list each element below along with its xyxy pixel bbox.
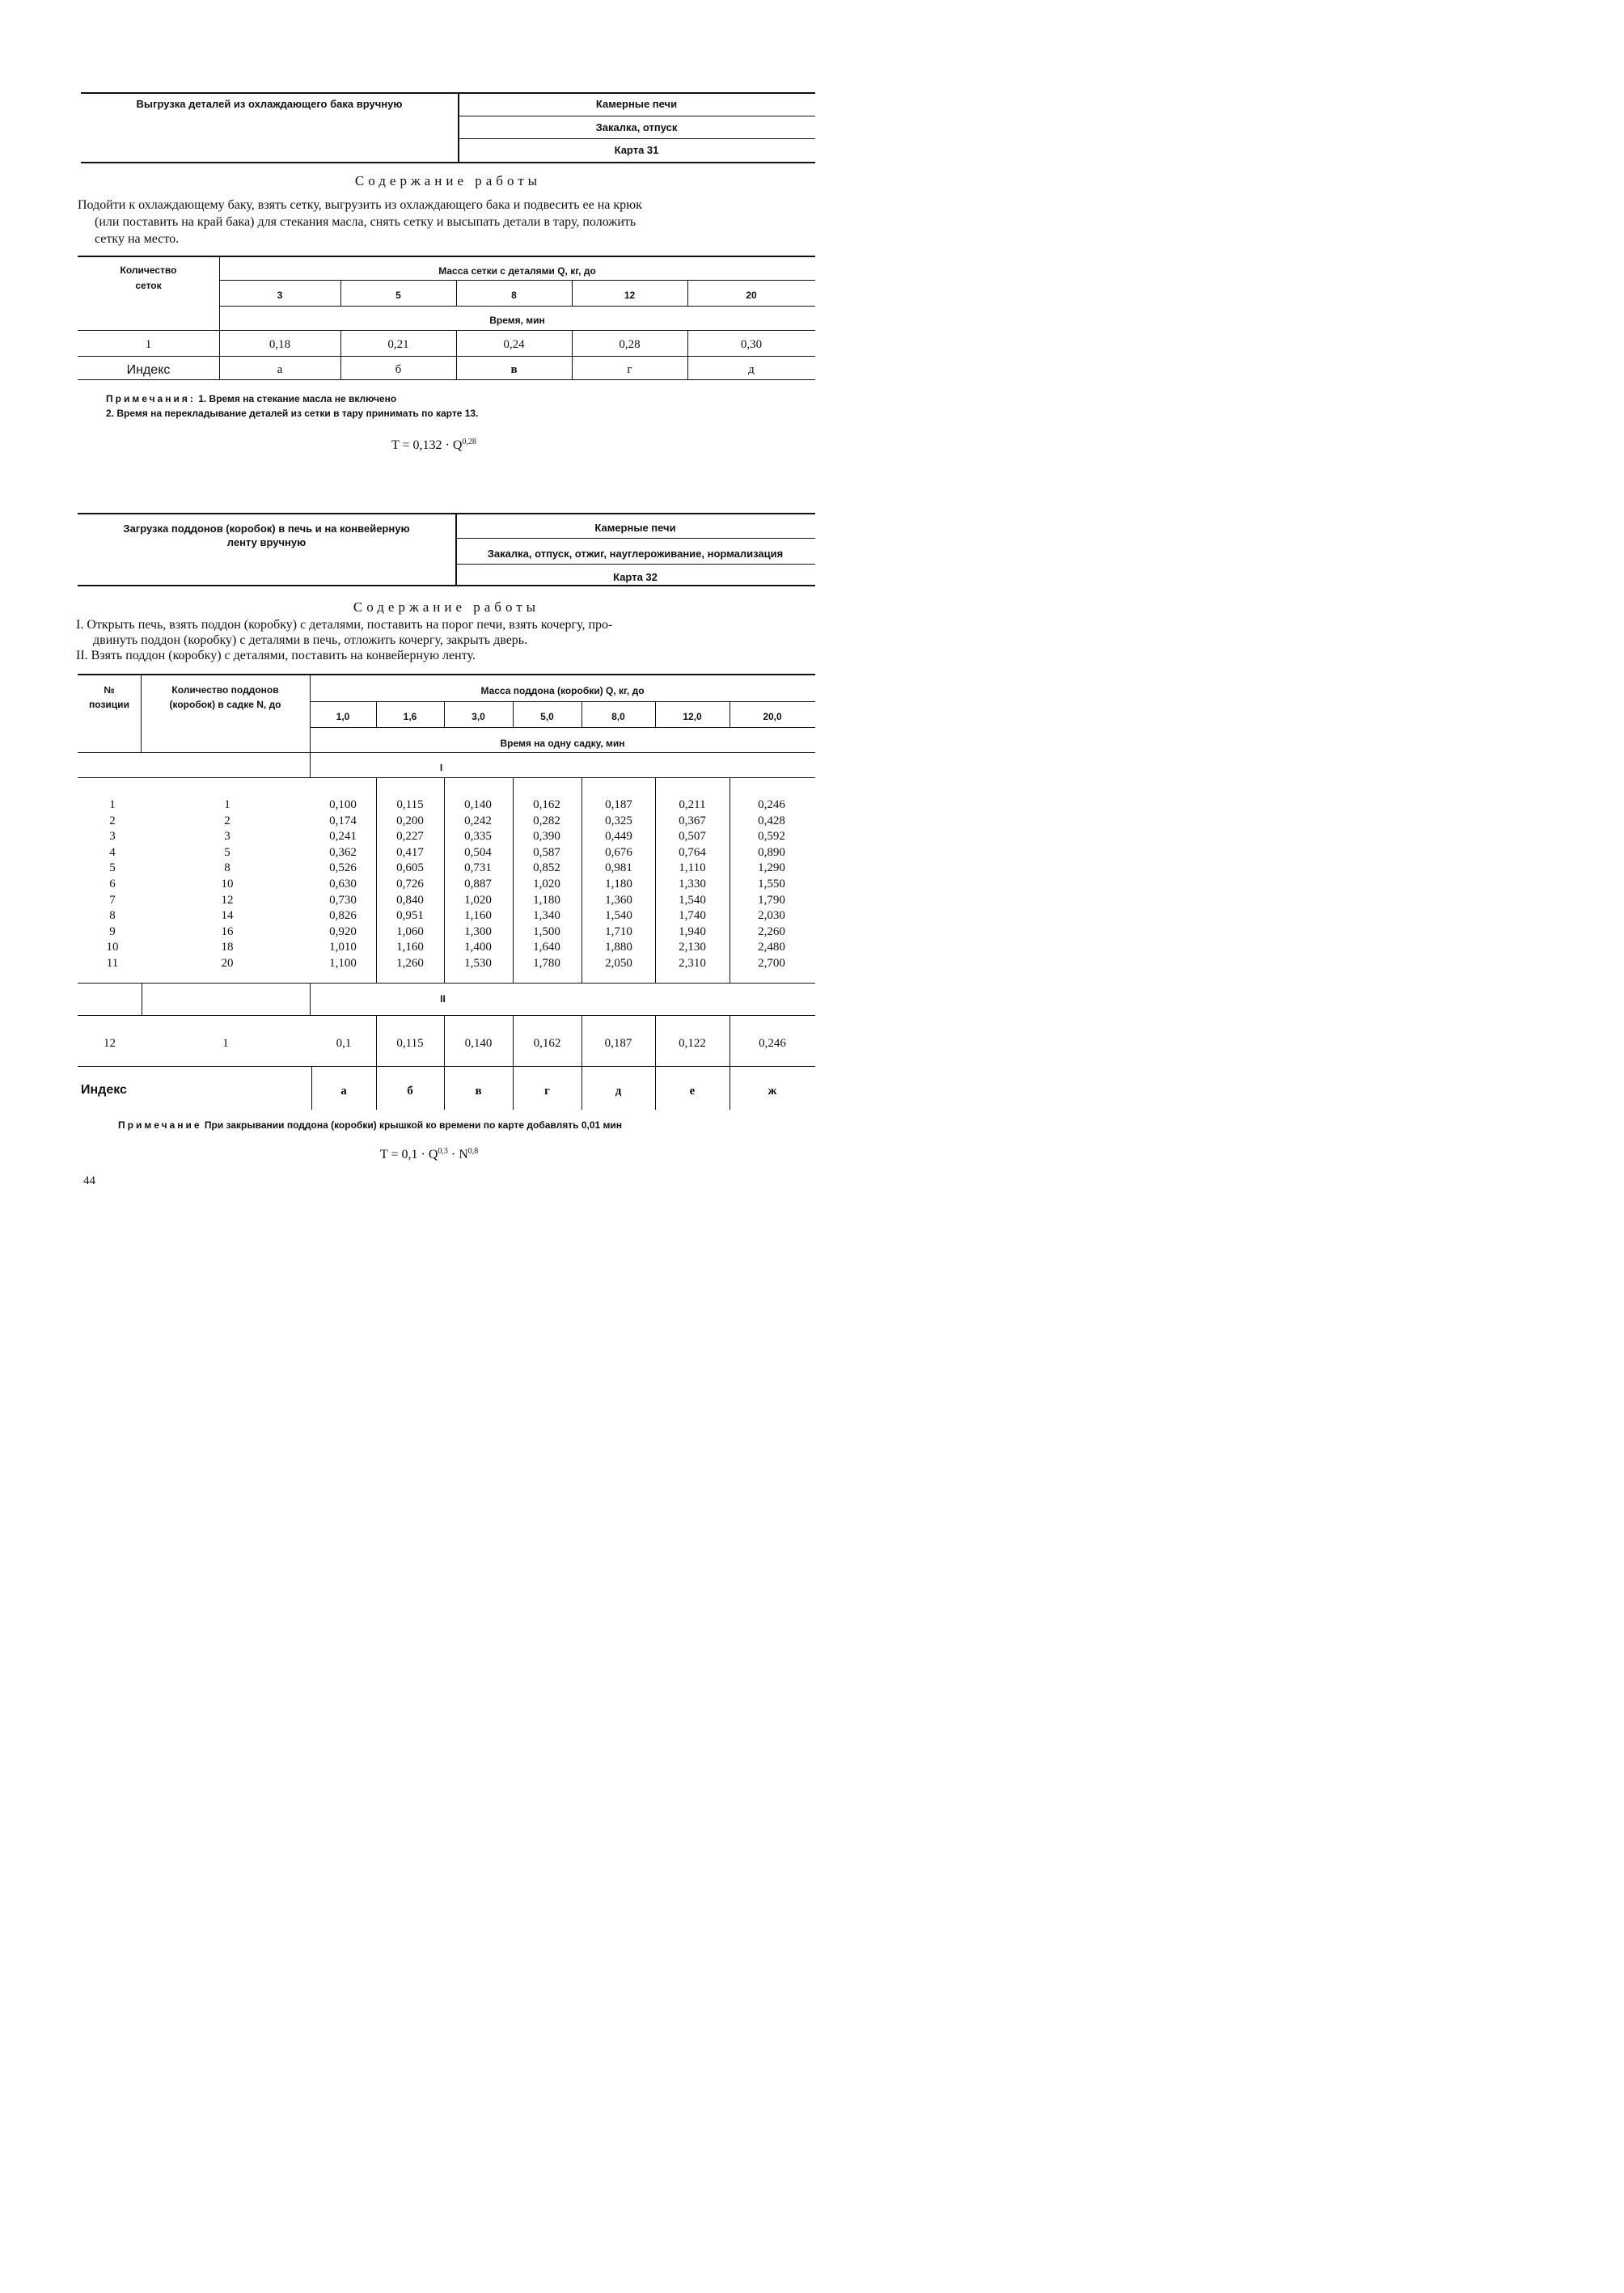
card32-values-column xyxy=(386,797,434,972)
card31-row-count: 1 xyxy=(145,338,152,351)
card32-operation: Загрузка поддонов (коробок) в печь и на конвейерную xyxy=(123,522,410,535)
card32-position-cell: 5 xyxy=(109,861,116,875)
card32-value-cell: 1,640 xyxy=(533,941,560,954)
card32-value-cell: 0,731 xyxy=(464,861,492,875)
card32-positions-column xyxy=(88,797,137,972)
card32-index: ж xyxy=(768,1085,777,1098)
card31-mass-8: 8 xyxy=(511,290,517,301)
card31-card-number: Карта 31 xyxy=(614,144,659,156)
card32-value-cell: 0,162 xyxy=(533,798,560,811)
card32-value-cell: 0,187 xyxy=(605,798,632,811)
card32-formula-exponent: 0,8 xyxy=(467,1147,479,1156)
card32-mass: 3,0 xyxy=(472,711,485,722)
card32-value-cell: 0,367 xyxy=(679,814,706,827)
card31-value: 0,18 xyxy=(269,338,291,351)
card32-value-cell: 0,852 xyxy=(533,861,560,875)
card32-row12-pos: 12 xyxy=(104,1037,116,1050)
card32-index: в xyxy=(475,1085,482,1098)
card32-index: д xyxy=(615,1085,622,1098)
card32-value-cell: 0,507 xyxy=(679,830,706,844)
card32-count-header: (коробок) в садке N, до xyxy=(169,699,281,710)
card32-row12-value: 0,187 xyxy=(604,1037,632,1050)
card32-count-cell: 10 xyxy=(221,877,234,891)
card32-value-cell: 0,630 xyxy=(329,877,357,891)
card32-counts-column xyxy=(203,797,252,972)
card32-value-cell: 1,540 xyxy=(679,893,706,907)
card32-row12-value: 0,162 xyxy=(533,1037,561,1050)
card32-value-cell: 1,180 xyxy=(605,877,632,891)
card32-value-cell: 1,260 xyxy=(396,956,424,970)
card32-index: а xyxy=(340,1085,347,1098)
card32-value-cell: 1,110 xyxy=(679,861,706,875)
card32-formula-exponent: 0,3 xyxy=(438,1147,448,1156)
card32-value-cell: 1,330 xyxy=(679,877,706,891)
card32-value-cell: 0,200 xyxy=(396,814,424,827)
card31-index-label: Индекс xyxy=(126,363,171,377)
card32-process: Закалка, отпуск, отжиг, науглероживание, нормализация xyxy=(487,548,784,560)
card32-note-label: Примечание xyxy=(118,1119,202,1131)
card32-values-column xyxy=(319,797,367,972)
card31-note: 2. Время на перекладывание деталей из сетки в тару принимать по карте 13. xyxy=(106,408,479,419)
card32-value-cell: 1,550 xyxy=(758,877,785,891)
card32-value-cell: 1,340 xyxy=(533,909,560,923)
card32-value-cell: 1,060 xyxy=(396,924,424,938)
card32-mass: 8,0 xyxy=(611,711,625,722)
card32-count-cell: 1 xyxy=(224,798,230,811)
card32-values-column xyxy=(668,797,717,972)
card32-value-cell: 1,180 xyxy=(533,893,560,907)
card32-row12-value: 0,122 xyxy=(679,1037,706,1050)
card32-value-cell: 0,140 xyxy=(464,798,492,811)
card31-index: а xyxy=(277,363,283,376)
card32-value-cell: 0,951 xyxy=(396,909,424,923)
card32-value-cell: 2,480 xyxy=(758,941,785,954)
card32-index: г xyxy=(544,1085,550,1098)
card31-mass-3: 3 xyxy=(277,290,283,301)
card32-value-cell: 0,676 xyxy=(605,845,632,859)
card32-position-cell: 8 xyxy=(109,909,116,923)
card32-value-cell: 1,400 xyxy=(464,941,492,954)
card32-value-cell: 0,428 xyxy=(758,814,785,827)
card32-content-line: двинуть поддон (коробку) с деталями в печь, отложить кочергу, закрыть дверь. xyxy=(93,633,528,647)
card31-equipment: Камерные печи xyxy=(595,98,678,110)
card31-process: Закалка, отпуск xyxy=(595,121,678,133)
card32-value-cell: 1,010 xyxy=(329,941,357,954)
card31-mass-5: 5 xyxy=(395,290,401,301)
card32-value-cell: 1,780 xyxy=(533,956,560,970)
card32-count-cell: 18 xyxy=(221,941,234,954)
card32-value-cell: 0,592 xyxy=(758,830,785,844)
card32-position-cell: 2 xyxy=(109,814,116,827)
card32-value-cell: 0,325 xyxy=(605,814,632,827)
card32-value-cell: 0,605 xyxy=(396,861,424,875)
card32-value-cell: 2,260 xyxy=(758,924,785,938)
card31-content-line: Подойти к охлаждающему баку, взять сетку, выгрузить из охлаждающего бака и подвесить ее на крюк xyxy=(78,198,642,212)
card32-count-cell: 8 xyxy=(224,861,230,875)
card31-content-title: Содержание работы xyxy=(354,173,542,188)
card32-value-cell: 2,030 xyxy=(758,909,785,923)
card32-row12-value: 0,140 xyxy=(464,1037,493,1050)
card32-value-cell: 0,764 xyxy=(679,845,706,859)
card32-row12-value: 0,246 xyxy=(759,1037,786,1050)
card32-value-cell: 0,826 xyxy=(329,909,357,923)
card32-position-cell: 1 xyxy=(109,798,116,811)
card32-value-cell: 1,540 xyxy=(605,909,632,923)
card32-value-cell: 1,300 xyxy=(464,924,492,938)
card32-value-cell: 1,710 xyxy=(605,924,632,938)
card31-index: д xyxy=(748,363,755,376)
card32-value-cell: 0,390 xyxy=(533,830,560,844)
card32-content-title: Содержание работы xyxy=(353,599,540,615)
card32-value-cell: 2,050 xyxy=(605,956,632,970)
card32-content-line: II. Взять поддон (коробку) с деталями, поставить на конвейерную ленту. xyxy=(76,649,476,662)
card32-count-cell: 12 xyxy=(221,893,234,907)
card31-count-header: Количество xyxy=(120,264,177,276)
card32-value-cell: 1,790 xyxy=(758,893,785,907)
card31-note: 1. Время на стекание масла не включено xyxy=(198,393,397,404)
card32-value-cell: 1,290 xyxy=(758,861,785,875)
card32-value-cell: 0,246 xyxy=(758,798,785,811)
card32-row12-count: 1 xyxy=(222,1037,229,1050)
card32-value-cell: 1,880 xyxy=(605,941,632,954)
card32-value-cell: 0,115 xyxy=(396,798,424,811)
card32-position-cell: 11 xyxy=(106,956,119,970)
card32-mass: 5,0 xyxy=(540,711,554,722)
card32-value-cell: 0,730 xyxy=(329,893,357,907)
card32-value-cell: 1,740 xyxy=(679,909,706,923)
card31-mass-12: 12 xyxy=(624,290,636,301)
card32-value-cell: 1,020 xyxy=(533,877,560,891)
card32-value-cell: 1,160 xyxy=(396,941,424,954)
card32-index: б xyxy=(407,1085,413,1098)
card32-value-cell: 0,587 xyxy=(533,845,560,859)
card32-card-number: Карта 32 xyxy=(613,571,658,583)
card32-value-cell: 0,335 xyxy=(464,830,492,844)
card32-mass-header: Масса поддона (коробки) Q, кг, до xyxy=(480,685,645,696)
card32-value-cell: 1,020 xyxy=(464,893,492,907)
card32-value-cell: 1,160 xyxy=(464,909,492,923)
card32-value-cell: 0,920 xyxy=(329,924,357,938)
card32-section-1: I xyxy=(439,762,443,773)
card32-value-cell: 0,526 xyxy=(329,861,357,875)
card31-time-header: Время, мин xyxy=(489,315,545,326)
card32-count-cell: 2 xyxy=(224,814,230,827)
card32-count-cell: 14 xyxy=(221,909,234,923)
card31-mass-header: Масса сетки с деталями Q, кг, до xyxy=(438,265,596,277)
card31-value: 0,21 xyxy=(387,338,409,351)
card31-formula-base: T = 0,132 · Q xyxy=(391,438,463,452)
card31-content-line: сетку на место. xyxy=(95,232,180,246)
card32-values-column xyxy=(594,797,643,972)
card32-value-cell: 0,890 xyxy=(758,845,785,859)
card32-values-column xyxy=(522,797,571,972)
card32-note xyxy=(118,1119,622,1131)
card32-value-cell: 0,100 xyxy=(329,798,357,811)
card32-value-cell: 0,227 xyxy=(396,830,424,844)
card32-value-cell: 0,242 xyxy=(464,814,492,827)
card32-position-cell: 10 xyxy=(106,941,119,954)
card32-position-cell: 7 xyxy=(109,893,116,907)
card32-values-column xyxy=(454,797,502,972)
card31-formula-exponent: 0,28 xyxy=(462,438,476,446)
card31-formula xyxy=(391,438,476,453)
card32-formula-base: T = 0,1 · Q xyxy=(380,1148,438,1161)
card32-content-line: I. Открыть печь, взять поддон (коробку) с деталями, поставить на порог печи, взять кочергу, про- xyxy=(76,618,613,632)
card31-value: 0,30 xyxy=(740,338,763,351)
card32-time-header: Время на одну садку, мин xyxy=(500,738,625,749)
card31-notes-label: Примечания: xyxy=(106,393,196,404)
card32-index-label: Индекс xyxy=(81,1083,127,1097)
card32-value-cell: 0,449 xyxy=(605,830,632,844)
card32-value-cell: 0,282 xyxy=(533,814,560,827)
card32-value-cell: 1,100 xyxy=(329,956,357,970)
card32-count-cell: 5 xyxy=(224,845,230,859)
card31-value: 0,24 xyxy=(503,338,525,351)
card32-mass: 1,0 xyxy=(336,711,350,722)
card32-note-text: При закрывании поддона (коробки) крышкой ко времени по карте добавлять 0,01 мин xyxy=(204,1119,623,1131)
card32-mass: 12,0 xyxy=(683,711,702,722)
card32-value-cell: 1,360 xyxy=(605,893,632,907)
card32-position-cell: 9 xyxy=(109,924,116,938)
card32-operation: ленту вручную xyxy=(226,536,307,548)
card32-value-cell: 0,417 xyxy=(396,845,424,859)
card32-value-cell: 1,530 xyxy=(464,956,492,970)
card32-value-cell: 1,940 xyxy=(679,924,706,938)
card32-mass: 1,6 xyxy=(403,711,417,722)
card32-values-column xyxy=(747,797,796,972)
card31-index: в xyxy=(510,363,518,376)
card32-count-header: Количество поддонов xyxy=(171,684,279,696)
card32-count-cell: 16 xyxy=(221,924,234,938)
card32-value-cell: 0,362 xyxy=(329,845,357,859)
card32-row12-value: 0,1 xyxy=(336,1037,352,1050)
card32-value-cell: 0,211 xyxy=(679,798,706,811)
card31-index: г xyxy=(627,363,632,376)
card31-operation: Выгрузка деталей из охлаждающего бака вручную xyxy=(136,98,403,110)
card32-position-cell: 3 xyxy=(109,830,116,844)
card32-value-cell: 0,981 xyxy=(605,861,632,875)
card31-index: б xyxy=(395,363,402,376)
page-number: 44 xyxy=(83,1174,95,1187)
card32-value-cell: 0,241 xyxy=(329,830,357,844)
card32-value-cell: 0,504 xyxy=(464,845,492,859)
card32-value-cell: 2,700 xyxy=(758,956,785,970)
card31-count-header: сеток xyxy=(135,280,162,291)
card32-value-cell: 0,887 xyxy=(464,877,492,891)
card32-pos-header: № xyxy=(104,684,115,696)
card32-value-cell: 2,130 xyxy=(679,941,706,954)
card32-position-cell: 6 xyxy=(109,877,116,891)
card32-value-cell: 0,726 xyxy=(396,877,424,891)
card32-formula xyxy=(380,1147,478,1162)
card32-equipment: Камерные печи xyxy=(594,522,676,534)
card32-section-2: II xyxy=(440,993,446,1005)
card32-value-cell: 1,500 xyxy=(533,924,560,938)
card31-value: 0,28 xyxy=(619,338,641,351)
card32-pos-header: позиции xyxy=(89,699,129,710)
card31-content-line: (или поставить на край бака) для стекания масла, снять сетку и высыпать детали в тару, положить xyxy=(95,215,636,229)
card32-value-cell: 0,840 xyxy=(396,893,424,907)
card32-row12-value: 0,115 xyxy=(396,1037,424,1050)
card32-position-cell: 4 xyxy=(109,845,116,859)
card32-mass: 20,0 xyxy=(763,711,782,722)
card32-value-cell: 0,174 xyxy=(329,814,357,827)
card32-count-cell: 20 xyxy=(221,956,234,970)
card32-value-cell: 2,310 xyxy=(679,956,706,970)
card32-count-cell: 3 xyxy=(224,830,230,844)
card32-index: е xyxy=(689,1085,696,1098)
card32-formula-mid: · N xyxy=(447,1148,468,1161)
card31-mass-20: 20 xyxy=(746,290,757,301)
